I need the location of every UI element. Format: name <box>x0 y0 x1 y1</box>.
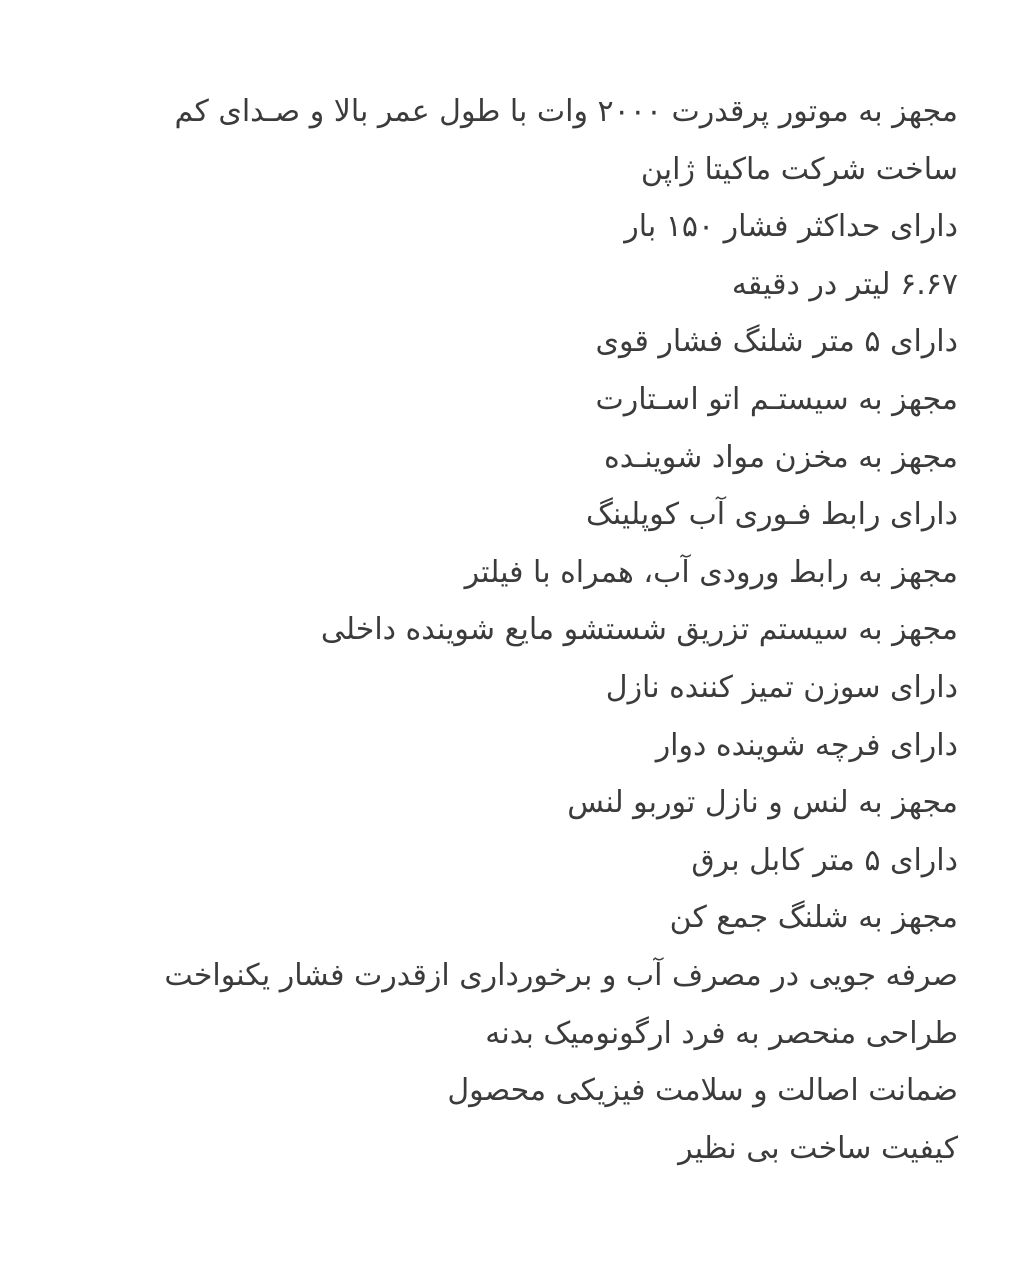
feature-line: مجهز به شلنگ جمع کن <box>669 900 958 936</box>
feature-line: دارای سوزن تمیز کننده نازل <box>605 669 958 705</box>
feature-line: دارای ۵ متر کابل برق <box>691 842 958 878</box>
feature-line: صرفه جویی در مصرف آب و برخورداری ازقدرت فشار یکنواخت <box>164 957 958 993</box>
feature-line: دارای فرچه شوینده دوار <box>655 727 958 763</box>
feature-line: مجهز به مخزن مواد شوینـده <box>604 439 958 475</box>
feature-line: مجهز به رابط ورودی آب، همراه با فیلتر <box>464 554 958 590</box>
feature-line: دارای حداکثر فشار ۱۵۰ بار <box>624 209 958 245</box>
feature-list <box>58 83 958 1177</box>
feature-line: کیفیت ساخت بی نظیر <box>678 1130 958 1166</box>
feature-line: مجهز به موتور پرقدرت ۲۰۰۰ وات با طول عمر بالا و صـدای کم <box>174 94 958 129</box>
feature-line: دارای ۵ متر شلنگ فشار قوی <box>595 324 958 360</box>
feature-line: ۶.۶۷ لیتر در دقیقه <box>731 266 958 302</box>
feature-line: طراحی منحصر به فرد ارگونومیک بدنه <box>485 1015 958 1051</box>
feature-line: مجهز به سیستـم اتو اسـتارت <box>595 381 958 417</box>
feature-line: ضمانت اصالت و سلامت فیزیکی محصول <box>447 1073 958 1109</box>
feature-line: ساخت شرکت ماکیتا ژاپن <box>640 151 958 187</box>
feature-line: دارای رابط فـوری آب کوپلینگ <box>586 497 958 533</box>
feature-line: مجهز به سیستم تزریق شستشو مایع شوینده داخلی <box>320 612 958 648</box>
feature-line: مجهز به لنس و نازل توربو لنس <box>567 785 958 821</box>
